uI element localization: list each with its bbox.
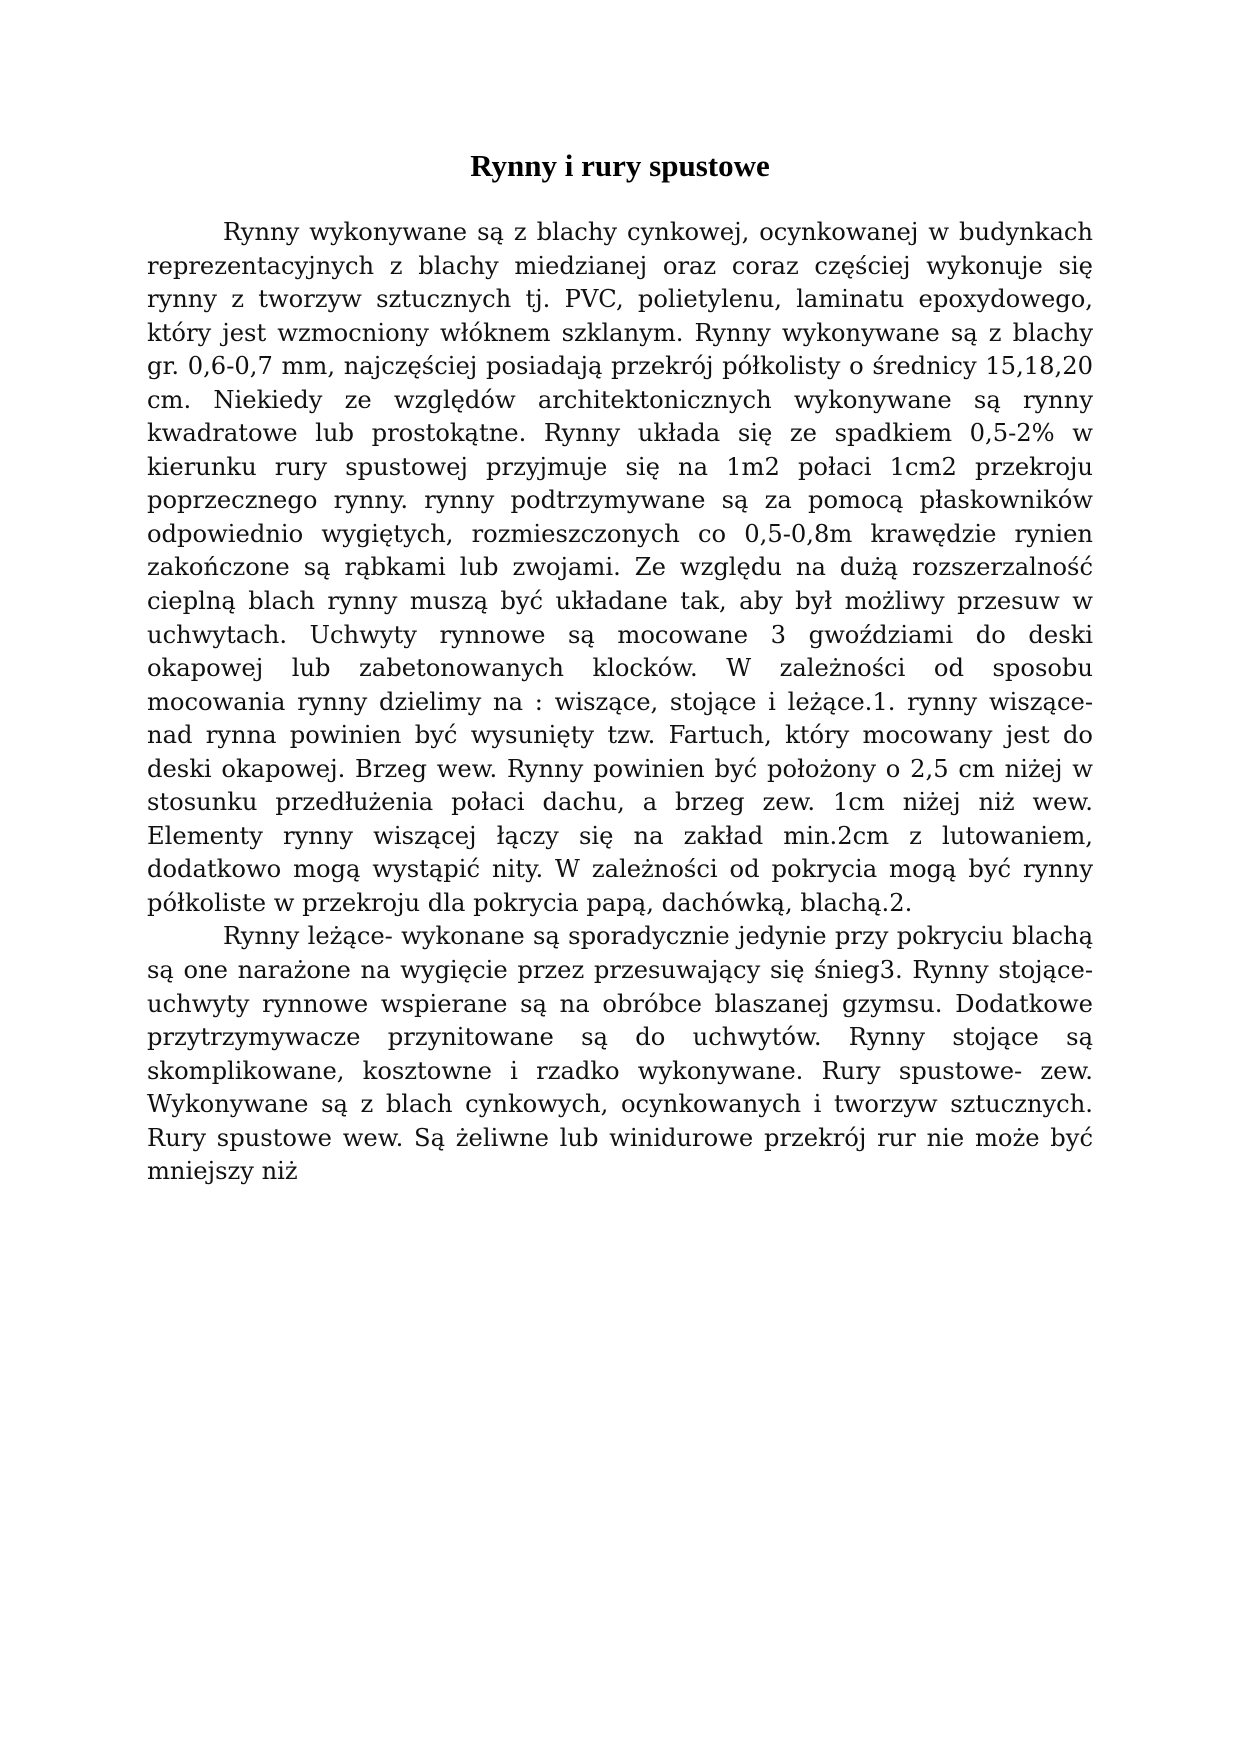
paragraph-2: Rynny leżące- wykonane są sporadycznie jedynie przy pokryciu blachą są one narażone na wygięcie przez przesuwający się śnieg3. Rynny stojące- uchwyty rynnowe wspierane są na obróbce blaszanej gzymsu. Dodatkowe przytrzymywacze przynitowane są do uchwytów. Rynny stojące są skomplikowane, kosztowne i rzadko wykonywane. Rury spustowe- zew. Wykonywane są z blach cynkowych, ocynkowanych i tworzyw sztucznych. Rury spustowe wew. Są żeliwne lub winidurowe przekrój rur nie może być mniejszy niż xyxy=(147,922,1093,1186)
document-body xyxy=(147,216,1093,1189)
paragraph-1: Rynny wykonywane są z blachy cynkowej, ocynkowanej w budynkach reprezentacyjnych z blachy miedzianej oraz coraz częściej wykonuje się rynny z tworzyw sztucznych tj. PVC, polietylenu, laminatu epoxydowego, który jest wzmocniony włóknem szklanym. Rynny wykonywane są z blachy gr. 0,6-0,7 mm, najczęściej posiadają przekrój półkolisty o średnicy 15,18,20 cm. Niekiedy ze względów architektonicznych wykonywane są rynny kwadratowe lub prostokątne. Rynny układa się ze spadkiem 0,5-2% w kierunku rury spustowej przyjmuje się na 1m2 połaci 1cm2 przekroju poprzecznego rynny. rynny podtrzymywane są za pomocą płaskowników odpowiednio wygiętych, rozmieszczonych co 0,5-0,8m krawędzie rynien zakończone są rąbkami lub zwojami. Ze względu na dużą rozszerzalność cieplną blach rynny muszą być układane tak, aby był możliwy przesuw w uchwytach. Uchwyty rynnowe są mocowane 3 gwoździami do deski okapowej lub zabetonowanych klocków. W zależności od sposobu mocowania rynny dzielimy na : wiszące, stojące i leżące.1. rynny wiszące- nad rynna powinien być wysunięty tzw. Fartuch, który mocowany jest do deski okapowej. Brzeg wew. Rynny powinien być położony o 2,5 cm niżej w stosunku przedłużenia połaci dachu, a brzeg zew. 1cm niżej niż wew. Elementy rynny wiszącej łączy się na zakład min.2cm z lutowaniem, dodatkowo mogą wystąpić nity. W zależności od pokrycia mogą być rynny półkoliste w przekroju dla pokrycia papą, dachówką, blachą.2. xyxy=(147,218,1093,917)
page-title: Rynny i rury spustowe xyxy=(470,148,770,183)
